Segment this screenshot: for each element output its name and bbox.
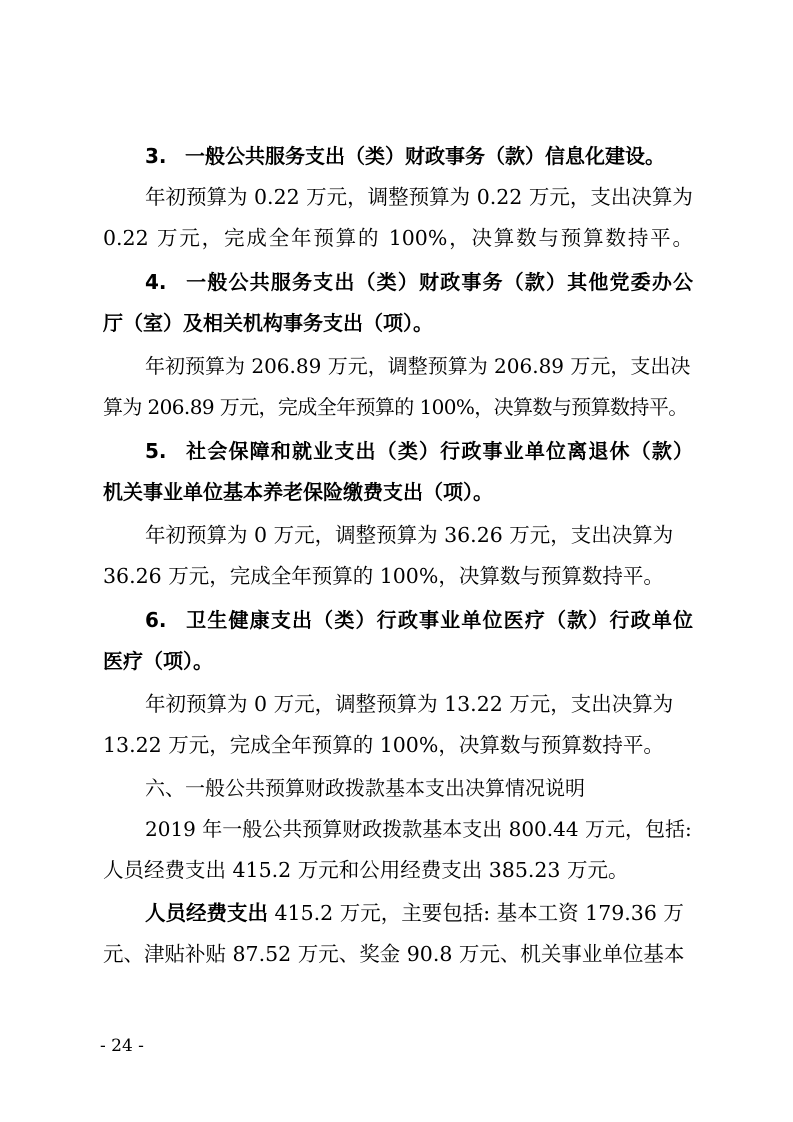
- item-6-heading-text: 卫生健康支出（类）行政事业单位医疗（款）行政单位: [185, 608, 693, 632]
- item-4-number: 4.: [145, 270, 167, 294]
- personnel-expense-label: 人员经费支出: [145, 901, 268, 925]
- item-5-number: 5.: [145, 439, 167, 463]
- section-6-para-1-line-1: 2019 年一般公共预算财政拨款基本支出 800.44 万元，包括:: [145, 817, 692, 841]
- item-3-body-line-1: 年初预算为 0.22 万元，调整预算为 0.22 万元，支出决算为: [145, 185, 693, 209]
- section-6-para-2-line-1: [145, 893, 693, 933]
- item-6-heading-line-1: [145, 600, 693, 640]
- item-3-number: 3.: [145, 144, 167, 168]
- item-5-heading-line-1: [145, 431, 693, 471]
- section-6-para-2-line-2: 元、津贴补贴 87.52 万元、奖金 90.8 万元、机关事业单位基本: [103, 942, 685, 966]
- item-6-number: 6.: [145, 608, 167, 632]
- item-6-body-line-2: 13.22 万元，完成全年预算的 100%，决算数与预算数持平。: [103, 733, 664, 757]
- item-4-heading-line-1: [145, 262, 693, 302]
- section-6-title: 六、一般公共预算财政拨款基本支出决算情况说明: [145, 776, 585, 800]
- section-6-para-1-line-2: 人员经费支出 415.2 万元和公用经费支出 385.23 万元。: [103, 858, 629, 882]
- item-3-heading-text: 一般公共服务支出（类）财政事务（款）信息化建设。: [185, 144, 665, 168]
- item-4-heading-text: 一般公共服务支出（类）财政事务（款）其他党委办公: [185, 270, 693, 294]
- item-5-body-line-2: 36.26 万元，完成全年预算的 100%，决算数与预算数持平。: [103, 564, 664, 588]
- item-3-heading-line-1: [145, 136, 693, 176]
- page-number: - 24 -: [100, 1036, 144, 1056]
- item-3-body-line-2: 0.22 万元，完成全年预算的 100%，决算数与预算数持平。: [103, 226, 693, 250]
- item-4-body-line-2: 算为 206.89 万元，完成全年预算的 100%，决算数与预算数持平。: [103, 395, 688, 419]
- item-6-heading-line-2: 医疗（项）。: [103, 649, 213, 673]
- item-4-body-line-1: 年初预算为 206.89 万元，调整预算为 206.89 万元，支出决: [145, 354, 691, 378]
- personnel-expense-text: 415.2 万元，主要包括: 基本工资 179.36 万: [268, 901, 684, 925]
- item-5-heading-line-2: 机关事业单位基本养老保险缴费支出（项）。: [103, 480, 493, 504]
- item-5-body-line-1: 年初预算为 0 万元，调整预算为 36.26 万元，支出决算为: [145, 523, 674, 547]
- item-4-heading-line-2: 厅（室）及相关机构事务支出（项）。: [103, 311, 433, 335]
- item-5-heading-text: 社会保障和就业支出（类）行政事业单位离退休（款）: [185, 439, 693, 463]
- item-6-body-line-1: 年初预算为 0 万元，调整预算为 13.22 万元，支出决算为: [145, 692, 674, 716]
